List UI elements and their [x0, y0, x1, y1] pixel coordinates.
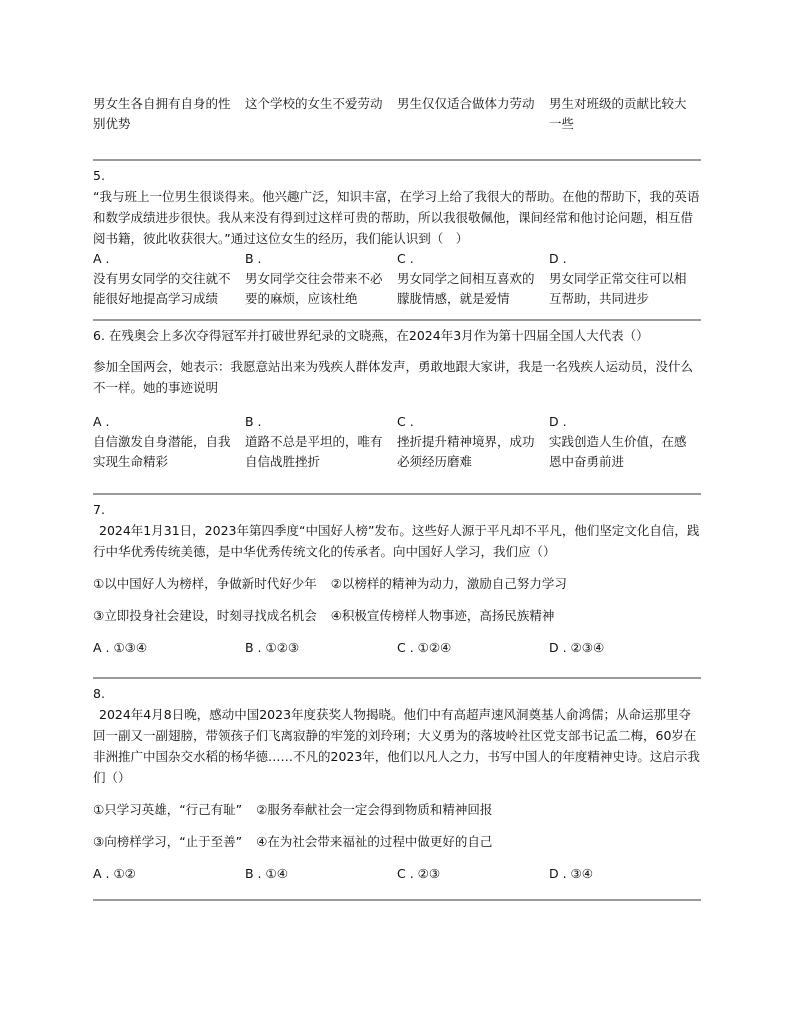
option-text: 男女同学交往会带来不必要的麻烦，应该杜绝 — [245, 271, 383, 306]
question-stem: 2024年4月8日晚，感动中国2023年度获奖人物揭晓。他们中有高超声速风洞奠基人俞鸿儒；从命运那里夺回一副又一副翅膀，带领孩子们飞离寂静的牢笼的刘玲琍；大义勇为的落坡岭社区党支部书记孟二梅，60岁在非洲推广中国杂交水稻的杨华德……不凡的2023年，他们以凡人之力，书写中国人的年度精神史诗。这启示我们（） — [93, 707, 700, 785]
q8-item-3: ③向榜样学习，“止于至善” — [93, 834, 243, 849]
q8-option-b[interactable]: B . ①④ — [245, 866, 288, 881]
question-7 — [93, 499, 701, 658]
question-number: 5. — [93, 168, 105, 183]
option-text: 挫折提升精神境界，成功必须经历磨难 — [397, 434, 535, 469]
question-number: 7. — [93, 502, 105, 517]
q8-item-1: ①只学习英雄，“行己有耻” — [93, 802, 243, 817]
q6-option-a[interactable] — [93, 412, 245, 472]
q6-option-c[interactable] — [397, 412, 549, 472]
q7-option-b[interactable]: B . ①②③ — [245, 640, 300, 655]
divider — [93, 899, 701, 901]
option-text: 没有男女同学的交往就不能很好地提高学习成绩 — [93, 271, 231, 306]
option-text: 自信激发自身潜能，自我实现生命精彩 — [93, 434, 231, 469]
q8-option-c[interactable]: C . ②③ — [397, 866, 441, 881]
option-letter: A . — [93, 414, 110, 429]
question-stem-continued: 参加全国两会，她表示：我愿意站出来为残疾人群体发声，勇敢地跟大家讲，我是一名残疾人运动员，没什么不一样。她的事迹说明 — [93, 359, 694, 395]
q7-option-d[interactable]: D . ②③④ — [549, 640, 605, 655]
question-8 — [93, 683, 701, 884]
q8-items-row-1 — [93, 800, 701, 820]
divider — [93, 677, 701, 679]
q4-option-b[interactable]: 这个学校的女生不爱劳动 — [245, 96, 383, 111]
q8-options — [93, 864, 701, 884]
question-stem: 2024年1月31日，2023年第四季度“中国好人榜”发布。这些好人源于平凡却不平凡，他们坚定文化自信，践行中华优秀传统美德，是中华优秀传统文化的传承者。向中国好人学习，我们应（） — [93, 523, 700, 559]
option-letter: C . — [397, 251, 414, 266]
option-letter: B . — [245, 251, 262, 266]
question-stem: 6. 在残奥会上多次夺得冠军并打破世界纪录的文晓燕，在2024年3月作为第十四届全国人大代表（） — [93, 328, 649, 343]
q7-item-1: ①以中国好人为榜样，争做新时代好少年 — [93, 576, 317, 591]
q4-option-a[interactable]: 男女生各自拥有自身的性别优势 — [93, 96, 231, 131]
option-letter: D . — [549, 251, 567, 266]
option-text: 实践创造人生价值，在感恩中奋勇前进 — [549, 434, 687, 469]
q6-options — [93, 412, 701, 472]
q7-item-4: ④积极宣传榜样人物事迹，高扬民族精神 — [330, 608, 555, 623]
divider — [93, 493, 701, 495]
question-stem: “我与班上一位男生很谈得来。他兴趣广泛，知识丰富，在学习上给了我很大的帮助。在他的帮助下，我的英语和数学成绩进步很快。我从来没有得到过这样可贵的帮助，所以我很敬佩他，课间经常和他讨论问题，相互借阅书籍，彼此收获很大。”通过这位女生的经历，我们能认识到（ ） — [93, 189, 700, 246]
option-letter: C . — [397, 414, 414, 429]
q8-option-a[interactable]: A . ①② — [93, 866, 136, 881]
q7-items-row-2 — [93, 606, 701, 626]
option-text: 男女同学之间相互喜欢的朦胧情感，就是爱情 — [397, 271, 535, 306]
q7-items-row-1 — [93, 574, 701, 594]
q6-option-b[interactable] — [245, 412, 397, 472]
option-text: 道路不总是平坦的，唯有自信战胜挫折 — [245, 434, 383, 469]
divider — [93, 319, 701, 321]
q7-item-2: ②以榜样的精神为动力，激励自己努力学习 — [330, 576, 567, 591]
q7-option-c[interactable]: C . ①②④ — [397, 640, 452, 655]
q5-option-b[interactable] — [245, 249, 397, 309]
q7-option-a[interactable]: A . ①③④ — [93, 640, 148, 655]
q8-items-row-2 — [93, 832, 701, 852]
q7-item-3: ③立即投身社会建设，时刻寻找成名机会 — [93, 608, 317, 623]
q8-option-d[interactable]: D . ③④ — [549, 866, 593, 881]
q5-option-d[interactable] — [549, 249, 701, 309]
question-6 — [93, 325, 701, 472]
q6-option-d[interactable] — [549, 412, 701, 472]
q8-item-4: ④在为社会带来福祉的过程中做更好的自己 — [256, 834, 493, 849]
q5-options — [93, 249, 701, 309]
q7-options — [93, 638, 701, 658]
question-5 — [93, 165, 701, 309]
option-letter: D . — [549, 414, 567, 429]
option-text: 男女同学正常交往可以相互帮助，共同进步 — [549, 271, 687, 306]
q8-item-2: ②服务奉献社会一定会得到物质和精神回报 — [256, 802, 493, 817]
q5-option-a[interactable] — [93, 249, 245, 309]
question-number: 8. — [93, 686, 105, 701]
option-letter: B . — [245, 414, 262, 429]
option-letter: A . — [93, 251, 110, 266]
q4-option-d[interactable]: 男生对班级的贡献比较大一些 — [549, 96, 687, 131]
divider — [93, 159, 701, 161]
q4-option-c[interactable]: 男生仅仅适合做体力劳动 — [397, 96, 535, 111]
q4-options — [93, 94, 701, 134]
q5-option-c[interactable] — [397, 249, 549, 309]
